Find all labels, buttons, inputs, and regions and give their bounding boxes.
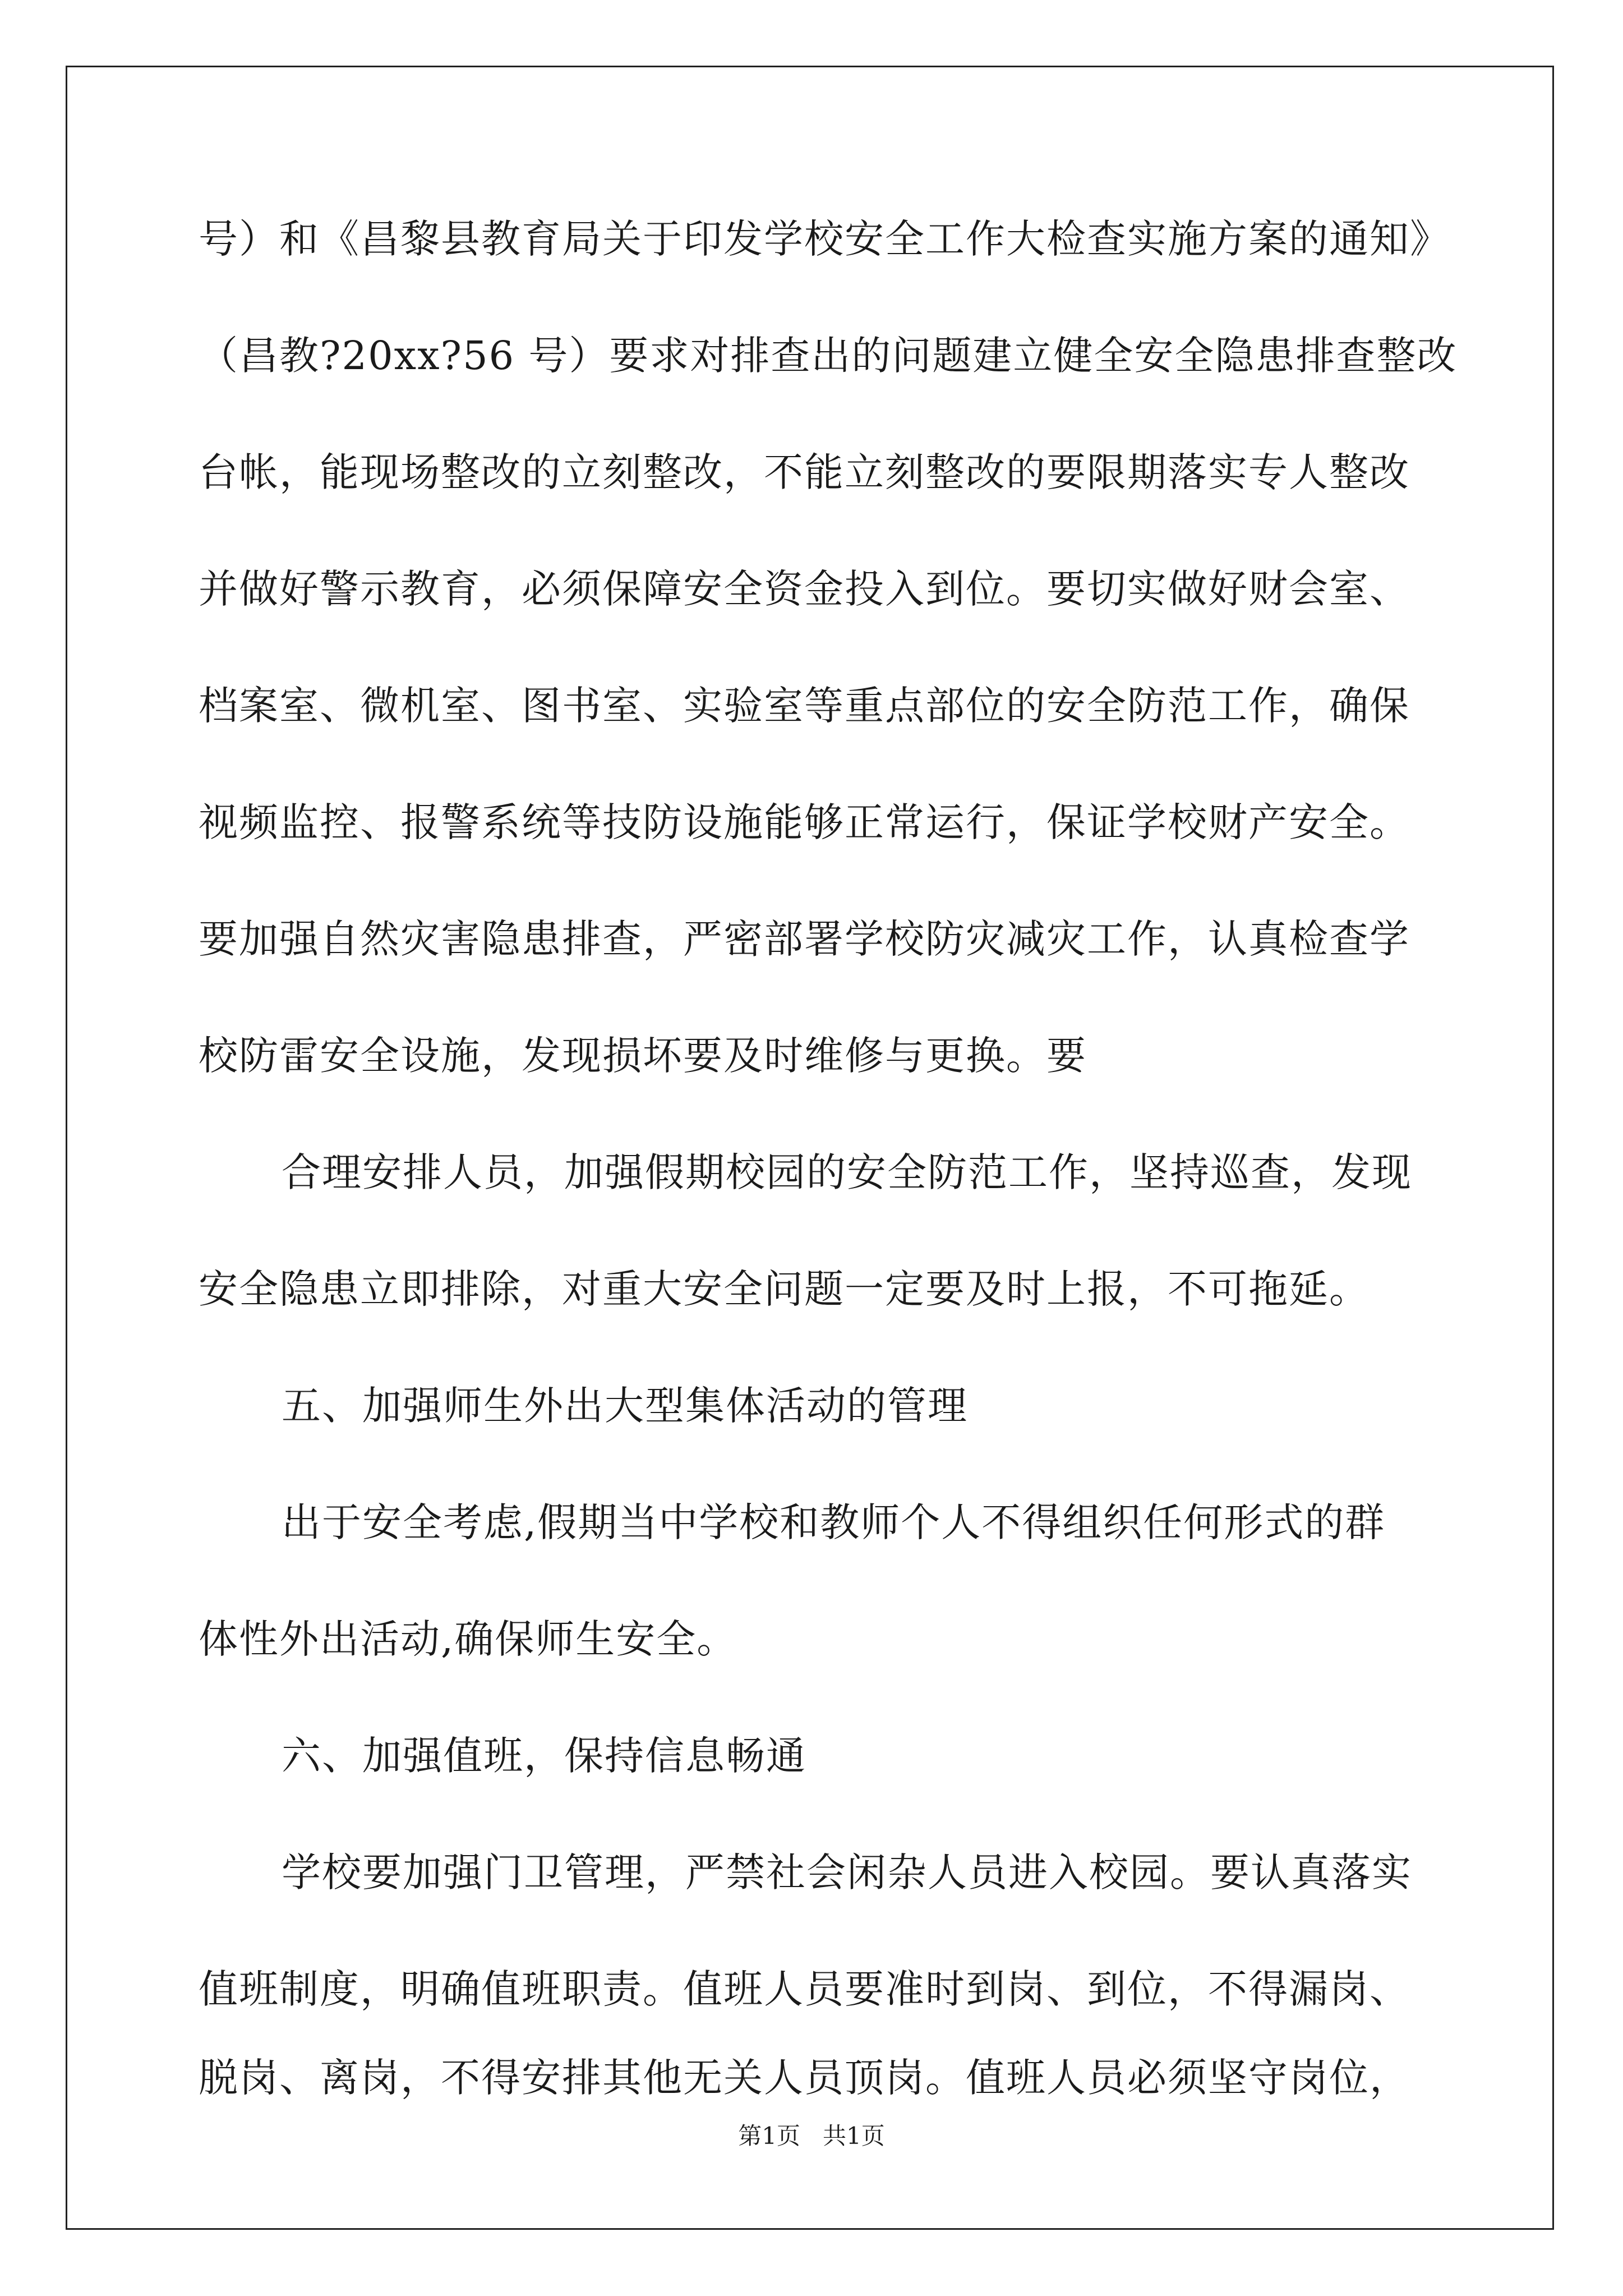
body-line: 并做好警示教育，必须保障安全资金投入到位。要切实做好财会室、 (199, 566, 1410, 612)
paragraph-first-line: 出于安全考虑,假期当中学校和教师个人不得组织任何形式的群 (282, 1499, 1386, 1545)
body-line: 安全隐患立即排除，对重大安全问题一定要及时上报，不可拖延。 (199, 1266, 1370, 1312)
section-heading: 六、加强值班，保持信息畅通 (282, 1733, 806, 1779)
body-line: 体性外出活动,确保师生安全。 (199, 1616, 737, 1662)
body-line: 脱岗、离岗，不得安排其他无关人员顶岗。值班人员必须坚守岗位， (199, 2055, 1410, 2101)
body-line: 值班制度，明确值班职责。值班人员要准时到岗、到位，不得漏岗、 (199, 1966, 1410, 2012)
page-number-footer: 第1页 共1页 (738, 2122, 885, 2150)
body-line: 台帐，能现场整改的立刻整改，不能立刻整改的要限期落实专人整改 (199, 449, 1410, 495)
paragraph-first-line: 学校要加强门卫管理，严禁社会闲杂人员进入校园。要认真落实 (282, 1849, 1412, 1895)
body-line: 档案室、微机室、图书室、实验室等重点部位的安全防范工作，确保 (199, 683, 1410, 729)
paragraph-first-line: 合理安排人员，加强假期校园的安全防范工作，坚持巡查，发现 (282, 1149, 1412, 1195)
section-heading: 五、加强师生外出大型集体活动的管理 (282, 1383, 968, 1429)
body-line: 要加强自然灾害隐患排查，严密部署学校防灾减灾工作，认真检查学 (199, 916, 1410, 962)
body-line: 视频监控、报警系统等技防设施能够正常运行，保证学校财产安全。 (199, 799, 1410, 845)
body-line: 校防雷安全设施，发现损坏要及时维修与更换。要 (199, 1033, 1087, 1079)
body-line: 号）和《昌黎县教育局关于印发学校安全工作大检查实施方案的通知》 (199, 216, 1450, 262)
body-line: （昌教?20xx?56 号）要求对排查出的问题建立健全安全隐患排查整改 (199, 333, 1458, 379)
